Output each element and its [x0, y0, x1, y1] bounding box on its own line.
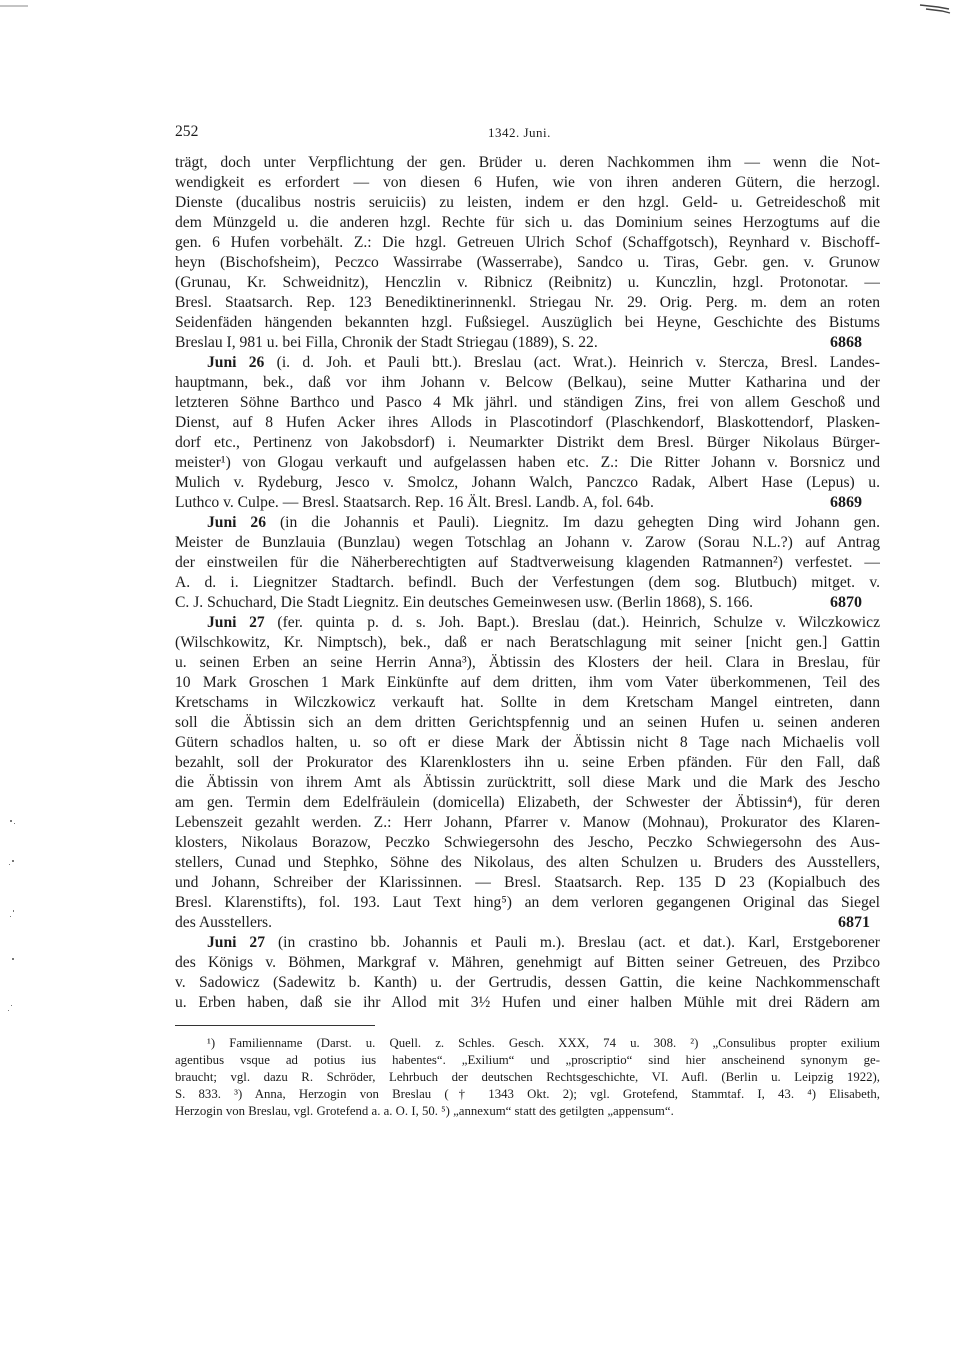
body-line: Mulich v. Rydeburg, Jesco v. Smolcz, Johann Walch, Panczco Radak, Albert Hase (Lepus) u. — [175, 474, 880, 491]
entry-date: Juni 27 — [207, 934, 266, 951]
body-line: Luthco v. Culpe. — Bresl. Staatsarch. Rep. 16 Ält. Bresl. Landb. A, fol. 64b. — [175, 494, 654, 511]
entry-date: Juni 27 — [207, 614, 265, 631]
body-line: und Johann, Schreiber der Klarissinnen. — Bresl. Staatsarch. Rep. 135 D 23 (Kopialbuch des — [175, 874, 880, 891]
document-number: 6868 — [830, 334, 862, 351]
body-line: (Grunau, Kr. Schweidnitz), Henczlin v. Ribnicz (Reibnitz) u. Kunczlin, hzgl. Protonotar. — — [175, 274, 880, 291]
footnote-line: S. 833. ³) Anna, Herzogin von Breslau († 1343 Okt. 2); vgl. Grotefend, Stammtaf. I, 43. ⁴) Elisabeth, — [175, 1087, 880, 1101]
footnote-line: ¹) Familienname (Darst. u. Quell. z. Schles. Gesch. XXX, 74 u. 308. ²) „Consulibus propter exilium — [207, 1036, 880, 1050]
entry-heading-line: Juni 27 (in crastino bb. Johannis et Pauli m.). Breslau (act. et dat.). Karl, Erstgeborener — [207, 934, 880, 951]
body-line: Meister de Bunzlauia (Bunzlau) wegen Totschlag an Johann v. Zarow (Sorau N.L.?) auf Antrag — [175, 534, 880, 551]
body-line: bezahlt, soll der Prokurator des Klarenklosters ihn u. seine Erben pfänden. Für den Fall, daß — [175, 754, 880, 771]
entry-heading-line: Juni 26 (i. d. Joh. et Pauli btt.). Breslau (act. Wrat.). Heinrich v. Stercza, Bresl. Landes- — [207, 354, 880, 371]
body-line: letzteren Söhne Barthco und Pasco 4 Mk jährl. und ständigen Zins, frei von allem Geschoß und — [175, 394, 880, 411]
body-line: 10 Mark Groschen 1 Mark Einkünfte auf dem dritten, ihm vom Vater überkommenen, Teil des — [175, 674, 880, 691]
body-line: Gütern schadlos halten, u. so oft er diese Mark der Äbtissin nicht 8 Tage nach Michaelis voll — [175, 734, 880, 751]
page-number: 252 — [175, 123, 199, 140]
body-line: C. J. Schuchard, Die Stadt Liegnitz. Ein deutsches Gemeinwesen usw. (Berlin 1868), S. 166. — [175, 594, 754, 611]
body-line: Dienst, auf 8 Hufen Acker ihres Allods in Plascotindorf (Plaschkendorf, Blaskottendorf, Plasken- — [175, 414, 880, 431]
body-line: (Wilschkowitz, Kr. Nimptsch), bek., daß er nach Beratschlagung mit seiner [nicht gen.] Gattin — [175, 634, 880, 651]
corner-scan-mark — [918, 2, 952, 14]
footnote-rule — [175, 1025, 375, 1026]
body-line: Breslau I, 981 u. bei Filla, Chronik der Stadt Striegau (1889), S. 22. — [175, 334, 598, 351]
body-line: Kretschams in Wilczkowicz verkauft hat. Sollte in dem Kretscham Mangel eintreten, dann — [175, 694, 880, 711]
body-line: dorf etc., Pertinenz von Jakobsdorf) i. Neumarkter Distrikt dem Bresl. Bürger Nikolaus Bürger- — [175, 434, 880, 451]
body-line: gen. 6 Hufen vorbehält. Z.: Die hzgl. Getreuen Ulrich Schof (Schaffgotsch), Reynhard v. Bischoff- — [175, 234, 880, 251]
body-line: Bresl. Klarenstifts), fol. 193. Laut Text hing⁵) an dem verloren gegangenen Original das Siegel — [175, 894, 880, 911]
body-line: die Äbtissin von ihrem Amt als Äbtissin zurücktritt, soll diese Mark und die Mark des Jescho — [175, 774, 880, 791]
footnote-line: Herzogin von Breslau, vgl. Grotefend a. a. O. I, 50. ⁵) „annexum“ statt des getilgten „appensum“. — [175, 1104, 674, 1118]
footnote-line: braucht; vgl. dazu R. Schröder, Lehrbuch der deutschen Rechtsgeschichte, VI. Aufl. (Berlin u. Leipzig 1922), — [175, 1070, 880, 1084]
body-line: Bresl. Staatsarch. Rep. 123 Benediktinerinnenkl. Striegau Nr. 29. Orig. Perg. m. dem an roten — [175, 294, 880, 311]
body-line: A. d. i. Liegnitzer Stadtarch. befindl. Buch der Verfestungen (dem sog. Blutbuch) mitget. v. — [175, 574, 880, 591]
body-line: Seidenfäden hängenden bekannten hzgl. Fußsiegel. Auszüglich bei Heyne, Geschichte des Bistums — [175, 314, 880, 331]
body-line: des Ausstellers. — [175, 914, 273, 931]
entry-heading-line: Juni 27 (fer. quinta p. d. s. Joh. Bapt.). Breslau (dat.). Heinrich, Schulze v. Wilczkowicz — [207, 614, 880, 631]
document-number: 6871 — [838, 914, 870, 931]
body-line: u. seinen Erben an seine Herrin Anna³), Äbtissin des Klosters der heil. Clara in Breslau, für — [175, 654, 880, 671]
body-line: Lebenszeit gezahlt werden. Z.: Herr Johann, Pfarrer v. Manow (Mohnau), Prokurator des Klaren- — [175, 814, 880, 831]
binding-marks — [0, 820, 22, 1020]
body-line: am gen. Termin dem Edelfräulein (domicella) Elizabeth, der Schwester der Äbtissin⁴), für deren — [175, 794, 880, 811]
body-line: klosters, Nikolaus Borazow, Peczko Schwiegersohn des Jescho, Peczko Schwiegersohn des Aus- — [175, 834, 880, 851]
body-line: wendigkeit es erfordert — von diesen 6 Hufen, wie von ihren anderen Gütern, die herzogl. — [175, 174, 880, 191]
body-line: u. Erben haben, daß sie ihr Allod mit 3½ Hufen und einer halben Mühle mit drei Rädern am — [175, 994, 880, 1011]
body-line: hauptmann, bek., daß vor ihm Johann v. Belcow (Belkau), seine Mutter Katharina und der — [175, 374, 880, 391]
body-line: der einstweilen für die Näherberechtigten auf Stadtverweisung klagenden Ratmannen²) verfestet. — — [175, 554, 880, 571]
footnote-line: agentibus vsque ad potius ius habentes“. „Exilium“ und „proscriptio“ sind hier anscheinend synonym ge- — [175, 1053, 880, 1067]
body-line: Dienste (ducalibus nostris seruiciis) zu leisten, indem er den hzgl. Geld- u. Getreideschoß mit — [175, 194, 880, 211]
body-line: heyn (Bischofsheim), Peczco Wassirrabe (Wasserrabe), Sandco u. Tiras, Gebr. gen. v. Grunow — [175, 254, 880, 271]
scan-edge-mark — [0, 0, 40, 12]
entry-date: Juni 26 — [207, 514, 267, 531]
body-line: trägt, doch unter Verpflichtung der gen. Brüder u. deren Nachkommen ihm — wenn die Not- — [175, 154, 880, 171]
body-line: stellers, Cunad und Stephko, Söhne des Nikolaus, des alten Schulzen u. Bruders des Ausstellers, — [175, 854, 880, 871]
body-line: des Königs v. Böhmen, Markgraf v. Mähren, genehmigt auf Bitten seiner Getreuen, des Przibco — [175, 954, 880, 971]
entry-heading-line: Juni 26 (in die Johannis et Pauli). Liegnitz. Im dazu gehegten Ding wird Johann gen. — [207, 514, 880, 531]
document-number: 6869 — [830, 494, 862, 511]
body-line: v. Sadowicz (Sadewitz b. Kanth) u. der Gertrudis, dessen Gattin, die keine Nachkommenschaft — [175, 974, 880, 991]
entry-date: Juni 26 — [207, 354, 265, 371]
document-number: 6870 — [830, 594, 862, 611]
body-line: meister¹) von Glogau verkauft und aufgelassen haben etc. Z.: Die Ritter Johann v. Borsnicz und — [175, 454, 880, 471]
body-line: soll die Äbtissin sich an dem dritten Gerichtspfennig und an seinen Hufen u. seinen anderen — [175, 714, 880, 731]
body-line: dem Münzgeld u. die anderen hzgl. Rechte für sich u. das Dominium seines Herzogtums auf die — [175, 214, 880, 231]
running-head: 1342. Juni. — [488, 125, 551, 140]
